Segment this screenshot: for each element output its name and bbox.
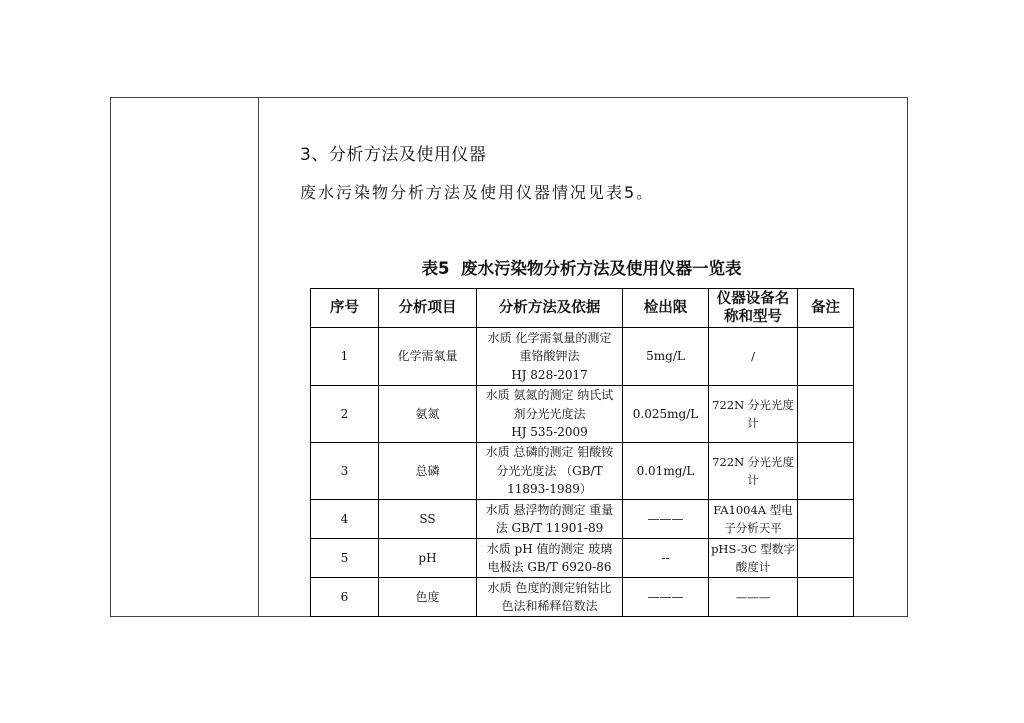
cell-remark bbox=[798, 500, 854, 539]
cell-serial-number: 2 bbox=[311, 386, 379, 443]
header-instrument: 仪器设备名称和型号 bbox=[709, 289, 798, 328]
cell-remark bbox=[798, 328, 854, 386]
method-line: 剂分光光度法 bbox=[513, 406, 586, 421]
cell-detection-limit: 0.025mg/L bbox=[623, 386, 709, 443]
instrument-line: 酸度计 bbox=[735, 560, 771, 574]
cell-method bbox=[477, 443, 623, 500]
cell-analysis-item: SS bbox=[379, 500, 477, 539]
instrument-line: ——— bbox=[735, 589, 771, 604]
frame-column-divider bbox=[258, 97, 259, 617]
cell-instrument bbox=[709, 328, 798, 386]
cell-remark bbox=[798, 578, 854, 617]
table-row bbox=[311, 539, 854, 578]
method-line: 水质 总磷的测定 钼酸铵 bbox=[485, 445, 614, 460]
instrument-line: / bbox=[751, 349, 755, 364]
method-line: 水质 化学需氧量的测定 bbox=[487, 330, 612, 345]
cell-serial-number: 6 bbox=[311, 578, 379, 617]
cell-remark bbox=[798, 443, 854, 500]
table-row bbox=[311, 443, 854, 500]
cell-instrument bbox=[709, 500, 798, 539]
table-row bbox=[311, 500, 854, 539]
method-line: 重铬酸钾法 bbox=[519, 349, 580, 364]
instrument-line: pHS-3C 型数字 bbox=[711, 541, 795, 556]
method-line: 水质 色度的测定铂钴比 bbox=[487, 580, 612, 595]
cell-instrument bbox=[709, 386, 798, 443]
cell-detection-limit: 0.01mg/L bbox=[623, 443, 709, 500]
method-line: HJ 535-2009 bbox=[511, 425, 588, 440]
cell-instrument bbox=[709, 578, 798, 617]
section-heading: 3、分析方法及使用仪器 bbox=[300, 145, 487, 165]
table-header-row bbox=[311, 289, 854, 328]
cell-detection-limit: -- bbox=[623, 539, 709, 578]
cell-method bbox=[477, 539, 623, 578]
cell-detection-limit: 5mg/L bbox=[623, 328, 709, 386]
cell-method bbox=[477, 500, 623, 539]
table-row bbox=[311, 578, 854, 617]
cell-analysis-item: 总磷 bbox=[379, 443, 477, 500]
cell-detection-limit: ——— bbox=[623, 500, 709, 539]
method-line: 水质 氨氮的测定 纳氏试 bbox=[485, 388, 614, 403]
header-serial-number: 序号 bbox=[311, 289, 379, 328]
cell-instrument bbox=[709, 443, 798, 500]
cell-instrument bbox=[709, 539, 798, 578]
table-row bbox=[311, 386, 854, 443]
section-paragraph: 废水污染物分析方法及使用仪器情况见表5。 bbox=[300, 183, 655, 202]
method-line: 水质 pH 值的测定 玻璃 bbox=[486, 541, 613, 556]
cell-analysis-item: 化学需氧量 bbox=[379, 328, 477, 386]
analysis-methods-table bbox=[310, 288, 854, 617]
method-line: 11893-1989） bbox=[507, 482, 592, 497]
cell-serial-number: 3 bbox=[311, 443, 379, 500]
method-line: 分光光度法 （GB/T bbox=[496, 463, 603, 478]
cell-method bbox=[477, 328, 623, 386]
table-caption: 表5 废水污染物分析方法及使用仪器一览表 bbox=[421, 259, 742, 278]
instrument-line: 722N 分光光度 bbox=[712, 454, 794, 469]
cell-remark bbox=[798, 539, 854, 578]
cell-remark bbox=[798, 386, 854, 443]
cell-serial-number: 5 bbox=[311, 539, 379, 578]
instrument-line: 子分析天平 bbox=[724, 521, 782, 535]
instrument-line: 722N 分光光度 bbox=[712, 397, 794, 412]
cell-analysis-item: 色度 bbox=[379, 578, 477, 617]
cell-serial-number: 4 bbox=[311, 500, 379, 539]
instrument-line: 计 bbox=[747, 416, 759, 430]
cell-method bbox=[477, 578, 623, 617]
method-line: 法 GB/T 11901-89 bbox=[495, 521, 604, 535]
header-analysis-item: 分析项目 bbox=[379, 289, 477, 328]
method-line: 色法和稀释倍数法 bbox=[501, 599, 598, 613]
instrument-line: 计 bbox=[747, 473, 759, 487]
cell-detection-limit: ——— bbox=[623, 578, 709, 617]
method-line: 水质 悬浮物的测定 重量 bbox=[485, 502, 614, 517]
method-line: HJ 828-2017 bbox=[511, 367, 588, 382]
header-method: 分析方法及依据 bbox=[477, 289, 623, 328]
instrument-line: FA1004A 型电 bbox=[713, 502, 793, 517]
header-remark: 备注 bbox=[798, 289, 854, 328]
table-row bbox=[311, 328, 854, 386]
cell-analysis-item: 氨氮 bbox=[379, 386, 477, 443]
method-line: 电极法 GB/T 6920-86 bbox=[487, 560, 612, 574]
cell-serial-number: 1 bbox=[311, 328, 379, 386]
cell-analysis-item: pH bbox=[379, 539, 477, 578]
header-detection-limit: 检出限 bbox=[623, 289, 709, 328]
cell-method bbox=[477, 386, 623, 443]
